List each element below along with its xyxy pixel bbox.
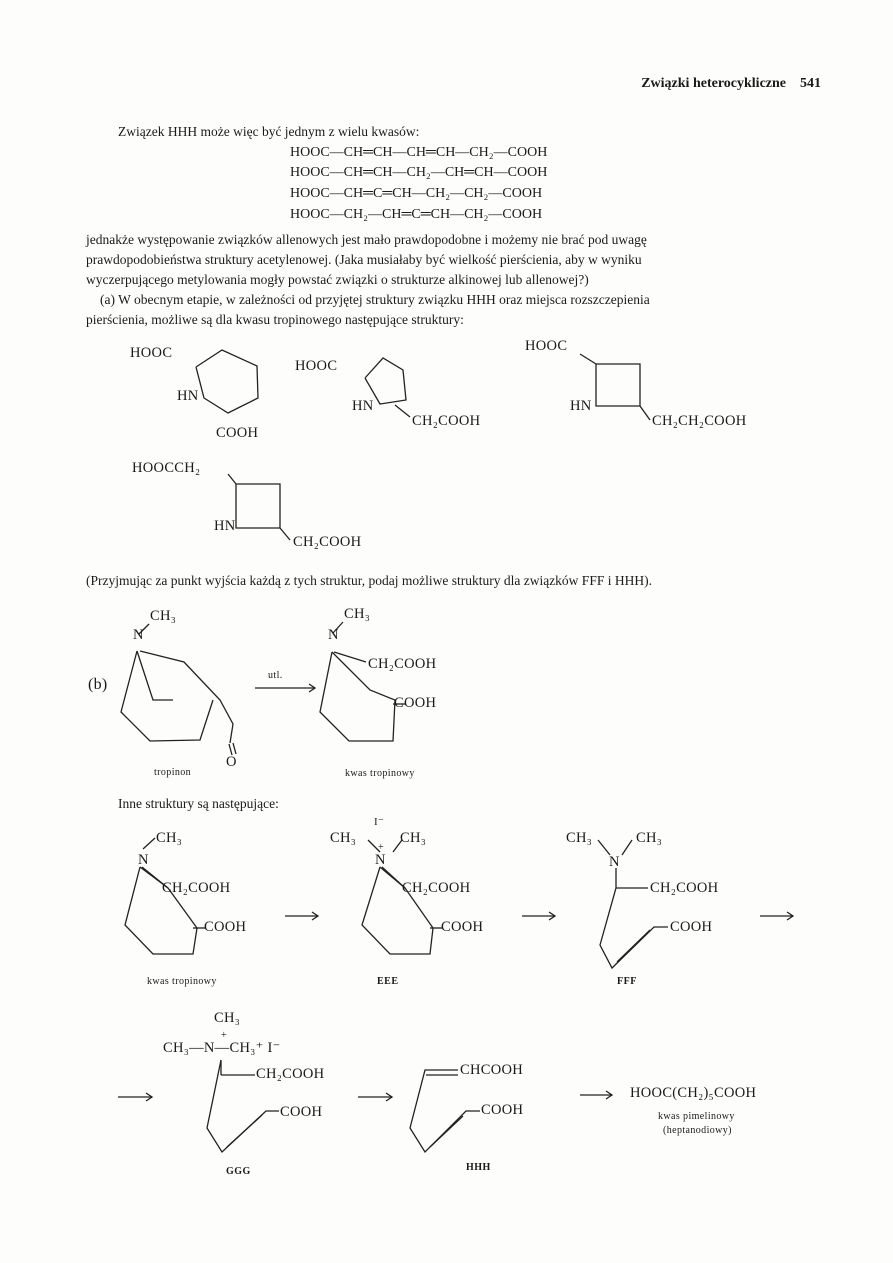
formula-1: HOOC—CH═CH—CH═CH—CH₂—COOH bbox=[290, 145, 548, 160]
s4-bond-top bbox=[228, 474, 236, 484]
s3-side: CH₂CH₂COOH bbox=[652, 413, 747, 429]
r3e-iodide: I⁻ bbox=[374, 816, 385, 828]
para-task: (Przyjmując za punkt wyjścia każdą z tych struktur, podaj możliwe struktury dla związków FFF i HHH). bbox=[86, 573, 652, 588]
final-cap2: (heptanodiowy) bbox=[663, 1125, 732, 1136]
b-arrow-label: utl. bbox=[268, 670, 283, 681]
s1-ring bbox=[196, 350, 258, 413]
r4g-db bbox=[227, 1115, 262, 1147]
b-ch3-right: CH₃ bbox=[344, 606, 371, 622]
r4g-plus: + bbox=[221, 1030, 227, 1041]
intro-line: Związek HHH może więc być jednym z wielu kwasów: bbox=[118, 124, 420, 139]
r3f-cap: FFF bbox=[617, 976, 637, 987]
s4-hn: HN bbox=[214, 518, 236, 534]
s3-hooc: HOOC bbox=[525, 338, 568, 354]
part-b-label: (b) bbox=[88, 676, 108, 693]
r3e-ch3b: CH₃ bbox=[400, 830, 427, 846]
tropinon-ring5 bbox=[121, 651, 213, 741]
r3e-cooh: COOH bbox=[441, 919, 484, 935]
s4-top: HOOCCH₂ bbox=[132, 460, 201, 476]
r4h-chain bbox=[410, 1070, 480, 1152]
s2-bond bbox=[395, 405, 410, 417]
r3f-n: N bbox=[609, 854, 620, 870]
para1-line3: wyczerpującego metylowania mogły powstać związki o strukturze alkinowej lub allenowej?) bbox=[86, 272, 589, 287]
r4h-cooh: COOH bbox=[481, 1102, 524, 1118]
r4g-cooh: COOH bbox=[280, 1104, 323, 1120]
r3e-plus: + bbox=[378, 842, 384, 853]
final-cap1: kwas pimelinowy bbox=[658, 1111, 735, 1122]
r3e-n: N bbox=[375, 852, 386, 868]
other-line: Inne struktury są następujące: bbox=[118, 796, 279, 811]
page-number: 541 bbox=[800, 76, 821, 91]
r3f-ch3a: CH₃ bbox=[566, 830, 593, 846]
formula-3: HOOC—CH═C═CH—CH₂—CH₂—COOH bbox=[290, 186, 543, 201]
r3f-cooh: COOH bbox=[670, 919, 713, 935]
para-a-line1: (a) W obecnym etapie, w zależności od przyjętej struktury związku HHH oraz miejsca rozszczepienia bbox=[100, 292, 650, 307]
r4h-cap: HHH bbox=[466, 1162, 491, 1173]
r4g-mid: CH₃—N—CH₃⁺ I⁻ bbox=[163, 1040, 281, 1056]
b-cap-right: kwas tropinowy bbox=[345, 768, 415, 779]
r4g-cap: GGG bbox=[226, 1166, 251, 1177]
final-formula: HOOC(CH₂)₅COOH bbox=[630, 1085, 757, 1101]
s2-side: CH₂COOH bbox=[412, 413, 481, 429]
formula-2: HOOC—CH═CH—CH₂—CH═CH—COOH bbox=[290, 165, 548, 180]
para-a-line2: pierścienia, możliwe są dla kwasu tropinowego następujące struktury: bbox=[86, 312, 464, 327]
r3f-db bbox=[617, 930, 650, 962]
r3a-nme bbox=[143, 838, 155, 849]
r3f-me1 bbox=[598, 840, 610, 855]
r3a-n: N bbox=[138, 852, 149, 868]
r4h-chcooh: CHCOOH bbox=[460, 1062, 524, 1078]
para1-line1: jednakże występowanie związków allenowych jest mało prawdopodobne i możemy nie brać pod uwagę bbox=[86, 232, 647, 247]
r3a-ch3: CH₃ bbox=[156, 830, 183, 846]
r4g-ch2cooh: CH₂COOH bbox=[256, 1066, 325, 1082]
r3f-me2 bbox=[622, 840, 632, 855]
r3a-cooh: COOH bbox=[204, 919, 247, 935]
s4-bond bbox=[280, 528, 290, 540]
s3-ring bbox=[596, 364, 640, 406]
r3e-ch2cooh: CH₂COOH bbox=[402, 880, 471, 896]
r3e-cap: EEE bbox=[377, 976, 399, 987]
b-ch2cooh: CH₂COOH bbox=[368, 656, 437, 672]
b-ch3-left: CH₃ bbox=[150, 608, 177, 624]
formula-4: HOOC—CH₂—CH═C═CH—CH₂—COOH bbox=[290, 207, 543, 222]
b-o: O bbox=[226, 754, 237, 770]
tropinon-co2 bbox=[233, 743, 236, 754]
r3f-ring bbox=[600, 888, 668, 968]
tropinon-ring6 bbox=[140, 651, 233, 743]
r3f-ch2cooh: CH₂COOH bbox=[650, 880, 719, 896]
s4-ring bbox=[236, 484, 280, 528]
s1-hn: HN bbox=[177, 388, 199, 404]
r3a-cap: kwas tropinowy bbox=[147, 976, 217, 987]
s3-bond-top bbox=[580, 354, 596, 364]
para1-line2: prawdopodobieństwa struktury acetylenowej. (Jaka musiałaby być wielkość pierścienia, aby w wyniku bbox=[86, 252, 642, 267]
b-cooh: COOH bbox=[394, 695, 437, 711]
header-title: Związki heterocykliczne bbox=[641, 76, 786, 91]
s1-hooc: HOOC bbox=[130, 345, 173, 361]
r3f-ch3b: CH₃ bbox=[636, 830, 663, 846]
s2-hn: HN bbox=[352, 398, 374, 414]
kt-bridge bbox=[334, 652, 366, 662]
b-cap-left: tropinon bbox=[154, 767, 192, 778]
b-n-right: N bbox=[328, 627, 339, 643]
s3-bond bbox=[640, 406, 650, 420]
s2-hooc: HOOC bbox=[295, 358, 338, 374]
b-n-left: N bbox=[133, 627, 144, 643]
r3e-ch3a: CH₃ bbox=[330, 830, 357, 846]
s1-cooh: COOH bbox=[216, 425, 259, 441]
r4h-db2 bbox=[430, 1116, 463, 1147]
r3a-ch2cooh: CH₂COOH bbox=[162, 880, 231, 896]
s4-side: CH₂COOH bbox=[293, 534, 362, 550]
s3-hn: HN bbox=[570, 398, 592, 414]
r4g-ch3: CH₃ bbox=[214, 1010, 241, 1026]
